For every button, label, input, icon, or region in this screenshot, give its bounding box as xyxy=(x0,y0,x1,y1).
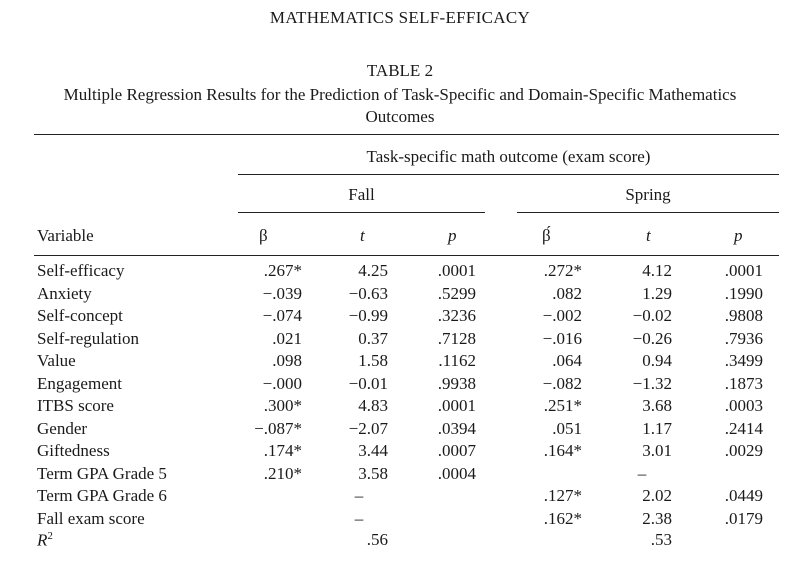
r2-label xyxy=(37,530,53,551)
fall-beta: −.000 xyxy=(262,373,302,393)
row-label: Giftedness xyxy=(37,441,110,460)
row-label: Term GPA Grade 6 xyxy=(37,486,167,505)
fall-p: .9938 xyxy=(437,373,476,393)
table-row xyxy=(0,396,800,419)
spanner-heading: Task-specific math outcome (exam score) xyxy=(366,147,651,166)
top-rule xyxy=(34,134,779,135)
row-label: Value xyxy=(37,351,76,370)
row-label: Engagement xyxy=(37,373,122,393)
table-row xyxy=(0,419,800,442)
spring-t: −0.02 xyxy=(632,306,672,325)
spring-p: .3499 xyxy=(724,351,763,370)
row-label: Self-concept xyxy=(37,306,123,325)
spring-beta: .272* xyxy=(543,261,582,280)
spring-t: 3.01 xyxy=(642,441,672,460)
fall-p: .0004 xyxy=(437,463,476,483)
spring-beta: .162* xyxy=(543,508,582,528)
spring-t: 0.94 xyxy=(642,351,672,370)
spring-p: .0449 xyxy=(724,486,763,505)
col-variable: Variable xyxy=(37,226,94,245)
spring-beta: .082 xyxy=(552,283,582,303)
table-row xyxy=(0,261,800,284)
header-rule xyxy=(34,255,779,256)
r2-fall: .56 xyxy=(366,530,388,549)
spring-t: −0.26 xyxy=(632,328,672,348)
spring-t: −1.32 xyxy=(632,373,672,393)
spring-beta: −.082 xyxy=(542,373,582,393)
row-label: ITBS score xyxy=(37,396,114,415)
spring-p: .1990 xyxy=(724,283,763,303)
fall-p: .0007 xyxy=(437,441,476,460)
spring-beta: .251* xyxy=(543,396,582,415)
fall-t: −0.63 xyxy=(348,283,388,303)
spring-p: .0029 xyxy=(724,441,763,460)
col-fall-p: p xyxy=(448,226,457,245)
col-spring-t: t xyxy=(646,226,651,245)
fall-t: 1.58 xyxy=(358,351,388,370)
table-row xyxy=(0,509,800,532)
r2-label-base: R xyxy=(37,530,48,550)
table-row xyxy=(0,329,800,352)
spring-beta: −.016 xyxy=(542,328,582,348)
spring-t: 4.12 xyxy=(642,261,672,280)
spring-t: 3.68 xyxy=(642,396,672,415)
fall-beta: −.087* xyxy=(254,418,302,438)
r2-row xyxy=(0,530,800,553)
spring-beta: −.002 xyxy=(542,306,582,325)
row-label: Fall exam score xyxy=(37,508,145,528)
fall-p: .0001 xyxy=(437,396,476,415)
fall-t: 4.83 xyxy=(358,396,388,415)
fall-p: .0001 xyxy=(437,261,476,280)
fall-beta: .174* xyxy=(263,441,302,460)
fall-t: 3.58 xyxy=(358,463,388,483)
row-label: Term GPA Grade 5 xyxy=(37,463,167,483)
spring-p: .1873 xyxy=(724,373,763,393)
fall-p: .0394 xyxy=(437,418,476,438)
col-fall-t: t xyxy=(360,226,365,245)
row-label: Gender xyxy=(37,418,88,438)
fall-t: −0.99 xyxy=(348,306,388,325)
col-spring-p: p xyxy=(734,226,743,245)
spring-p: .0003 xyxy=(724,396,763,415)
fall-p: .7128 xyxy=(437,328,476,348)
fall-beta: −.039 xyxy=(262,283,302,303)
row-label: Self-regulation xyxy=(37,328,139,348)
row-label: Anxiety xyxy=(37,283,92,303)
spring-t: 2.38 xyxy=(642,508,672,528)
spring-beta: .051 xyxy=(552,418,582,438)
group-fall: Fall xyxy=(348,185,375,204)
group-rule-fall xyxy=(238,212,485,213)
table-row xyxy=(0,374,800,397)
fall-t: – xyxy=(354,508,364,528)
fall-beta: −.074 xyxy=(262,306,302,325)
table-row xyxy=(0,351,800,374)
fall-t: −0.01 xyxy=(348,373,388,393)
fall-beta: .210* xyxy=(263,463,302,483)
fall-t: – xyxy=(354,486,364,505)
group-rule-spring xyxy=(517,212,779,213)
spring-p: .7936 xyxy=(724,328,763,348)
r2-label-sup: 2 xyxy=(47,530,53,542)
spring-t: 1.29 xyxy=(642,283,672,303)
spring-t: – xyxy=(637,463,647,483)
fall-beta: .021 xyxy=(272,328,302,348)
fall-p: .1162 xyxy=(438,351,476,370)
table-row xyxy=(0,464,800,487)
spring-p: .0001 xyxy=(724,261,763,280)
fall-p: .5299 xyxy=(437,283,476,303)
fall-t: −2.07 xyxy=(348,418,388,438)
table-row xyxy=(0,284,800,307)
running-header: MATHEMATICS SELF-EFFICACY xyxy=(269,8,531,27)
col-spring-beta: β́ xyxy=(542,226,551,245)
fall-p: .3236 xyxy=(437,306,476,325)
spanner-rule xyxy=(238,174,779,175)
spring-beta: .127* xyxy=(543,486,582,505)
fall-t: 3.44 xyxy=(358,441,388,460)
spring-t: 2.02 xyxy=(642,486,672,505)
table-number: TABLE 2 xyxy=(366,61,434,80)
spring-beta: .064 xyxy=(552,351,582,370)
table-caption xyxy=(0,84,800,128)
spring-p: .2414 xyxy=(724,418,763,438)
row-label: Self-efficacy xyxy=(37,261,125,280)
fall-beta: .098 xyxy=(272,351,302,370)
group-spring: Spring xyxy=(625,185,671,204)
spring-p: .9808 xyxy=(724,306,763,325)
fall-t: 0.37 xyxy=(358,328,388,348)
r2-spring: .53 xyxy=(650,530,672,549)
table-row xyxy=(0,441,800,464)
spring-p: .0179 xyxy=(724,508,763,528)
fall-t: 4.25 xyxy=(358,261,388,280)
col-fall-beta: β xyxy=(259,226,268,245)
table-row xyxy=(0,486,800,509)
spring-beta: .164* xyxy=(543,441,582,460)
table-caption-text: Multiple Regression Results for the Prediction of Task-Specific and Domain-Specific Mathematics Outcomes xyxy=(63,85,737,126)
fall-beta: .267* xyxy=(263,261,302,280)
table-row xyxy=(0,306,800,329)
spring-t: 1.17 xyxy=(642,418,672,438)
fall-beta: .300* xyxy=(263,396,302,415)
